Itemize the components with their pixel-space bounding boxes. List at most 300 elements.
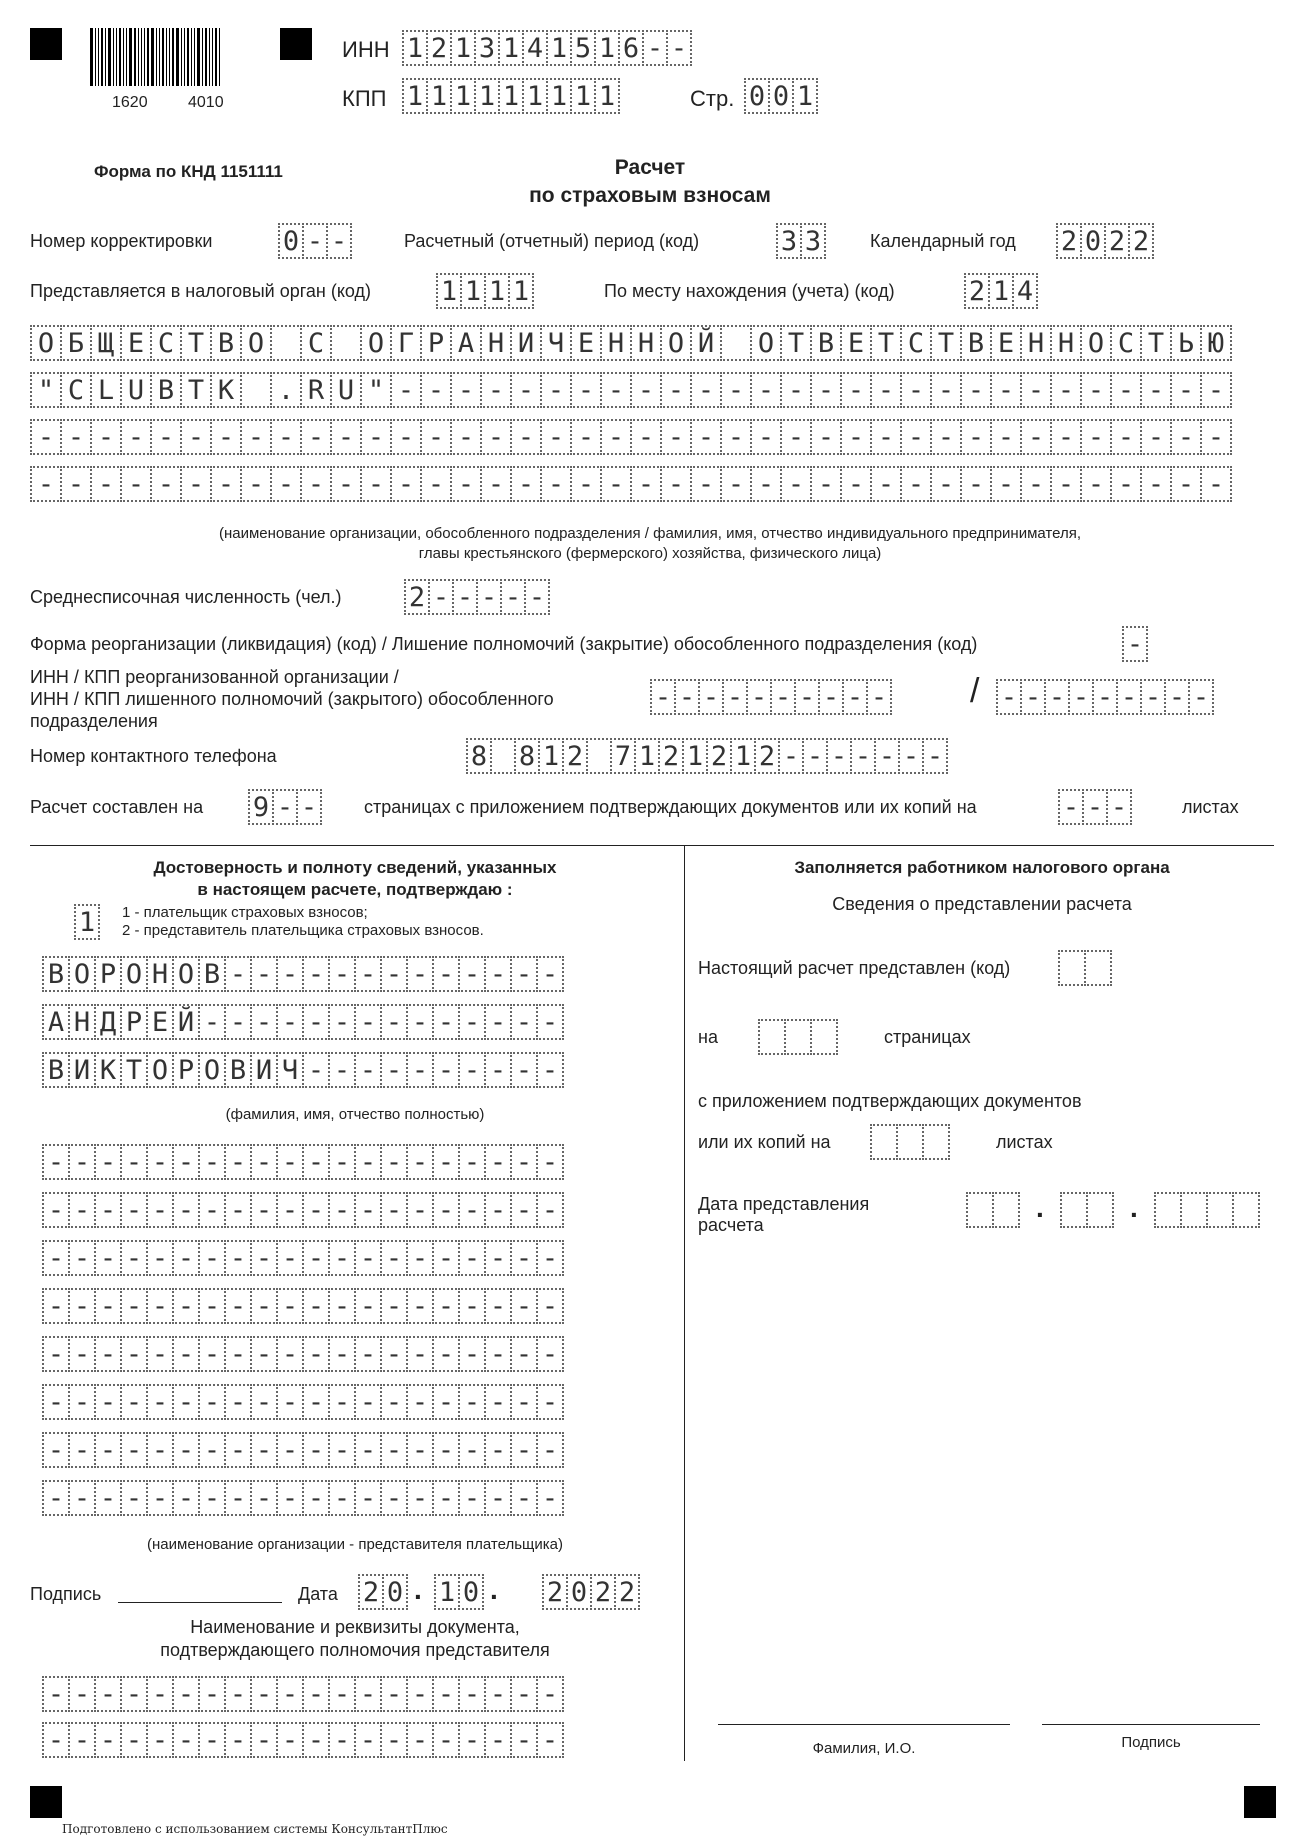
submitted-code-field[interactable] <box>1058 950 1110 986</box>
comb-cell: - <box>380 1004 408 1040</box>
comb-cell: - <box>990 419 1022 455</box>
phone-field[interactable] <box>466 738 946 774</box>
comb-cell: - <box>300 419 332 455</box>
rep-org-row[interactable] <box>42 1240 562 1276</box>
page-label: Стр. <box>690 86 735 111</box>
comb-cell: 0 <box>566 1574 592 1610</box>
comb-cell: - <box>210 466 242 502</box>
comb-cell: - <box>354 1676 382 1712</box>
comb-cell: - <box>1020 679 1046 715</box>
comb-cell: - <box>432 1432 460 1468</box>
comb-cell: 4 <box>1012 273 1038 309</box>
date-dot-2: . <box>490 1574 498 1605</box>
comb-cell: 2 <box>590 1574 616 1610</box>
comb-cell: - <box>94 1432 122 1468</box>
comb-cell: О <box>172 956 200 992</box>
comb-cell: - <box>380 1240 408 1276</box>
barcode-bar <box>176 28 179 86</box>
comb-cell: - <box>600 419 632 455</box>
comb-cell: - <box>1020 419 1052 455</box>
comb-cell: - <box>94 1240 122 1276</box>
comb-cell: О <box>120 956 148 992</box>
comb-cell: - <box>276 1722 304 1758</box>
comb-cell: С <box>900 325 932 361</box>
barcode-bar <box>215 28 217 86</box>
comb-cell: - <box>302 1480 330 1516</box>
comb-cell: - <box>510 1384 538 1420</box>
comb-cell: - <box>326 223 352 259</box>
comb-cell: - <box>922 738 948 774</box>
submission-date-label-2: расчета <box>698 1215 764 1235</box>
comb-cell: " <box>360 372 392 408</box>
comb-cell: - <box>354 1192 382 1228</box>
comb-cell: - <box>250 1144 278 1180</box>
comb-cell: - <box>224 1676 252 1712</box>
comb-cell: - <box>42 1144 70 1180</box>
comb-cell: - <box>198 1432 226 1468</box>
comb-cell: - <box>302 1144 330 1180</box>
rep-org-row[interactable] <box>42 1480 562 1516</box>
comb-cell <box>922 1124 950 1160</box>
comb-cell: - <box>180 466 212 502</box>
comb-cell: - <box>276 1384 304 1420</box>
comb-cell: - <box>458 1336 486 1372</box>
comb-cell: - <box>450 466 482 502</box>
org-name-row-4[interactable] <box>30 466 1230 502</box>
comb-cell: R <box>300 372 332 408</box>
comb-cell: - <box>276 1240 304 1276</box>
comb-cell: - <box>432 1144 460 1180</box>
rep-org-row[interactable] <box>42 1192 562 1228</box>
comb-cell: - <box>68 1288 96 1324</box>
comb-cell: 1 <box>508 273 534 309</box>
comb-cell: - <box>354 956 382 992</box>
comb-cell: - <box>1140 466 1172 502</box>
org-name-row-1[interactable] <box>30 325 1230 361</box>
comb-cell: - <box>94 1336 122 1372</box>
barcode-bar <box>134 28 136 86</box>
barcode-bar <box>219 28 220 86</box>
comb-cell: - <box>960 466 992 502</box>
comb-cell: - <box>1170 466 1202 502</box>
comb-cell: - <box>840 466 872 502</box>
comb-cell: - <box>536 1240 564 1276</box>
comb-cell: Е <box>120 325 152 361</box>
comb-cell: - <box>484 1676 512 1712</box>
comb-cell: - <box>540 466 572 502</box>
comb-cell: - <box>224 1384 252 1420</box>
comb-cell: - <box>354 1052 382 1088</box>
reorg-inn-label-2: ИНН / КПП лишенного полномочий (закрытого) обособленного <box>30 689 554 709</box>
comb-cell: - <box>870 419 902 455</box>
comb-cell: - <box>354 1004 382 1040</box>
comb-cell: - <box>750 372 782 408</box>
comb-cell: - <box>172 1480 200 1516</box>
barcode <box>90 28 222 86</box>
comb-cell: 1 <box>730 738 756 774</box>
comb-cell: - <box>380 1192 408 1228</box>
comb-cell: К <box>94 1052 122 1088</box>
fio-row-surname[interactable] <box>42 956 562 992</box>
comb-cell: - <box>172 1144 200 1180</box>
comb-cell: Й <box>690 325 722 361</box>
comb-cell: - <box>30 466 62 502</box>
comb-cell: - <box>510 1722 538 1758</box>
comb-cell: В <box>42 1052 70 1088</box>
comb-cell: 2 <box>1056 223 1082 259</box>
comb-cell: - <box>484 1336 512 1372</box>
comb-cell: - <box>406 1144 434 1180</box>
comb-cell: - <box>406 1004 434 1040</box>
submission-day-field[interactable] <box>966 1192 1018 1228</box>
comb-cell <box>784 1019 812 1055</box>
corner-marker-top-left <box>30 28 62 60</box>
headcount-field[interactable] <box>404 579 548 615</box>
comb-cell: - <box>150 466 182 502</box>
comb-cell: - <box>1080 419 1112 455</box>
reorg-form-field[interactable] <box>1122 626 1146 662</box>
kpp-label: КПП <box>342 86 387 111</box>
comb-cell: - <box>458 1192 486 1228</box>
comb-cell: - <box>172 1192 200 1228</box>
date-day-field[interactable] <box>358 1574 406 1610</box>
reorg-inn-field[interactable] <box>650 679 890 715</box>
barcode-bar <box>209 28 210 86</box>
barcode-bar <box>162 28 164 86</box>
org-name-row-2[interactable] <box>30 372 1230 408</box>
rep-org-row[interactable] <box>42 1384 562 1420</box>
comb-cell: - <box>250 1192 278 1228</box>
comb-cell: - <box>406 1288 434 1324</box>
comb-cell: - <box>930 419 962 455</box>
comb-cell: - <box>510 1336 538 1372</box>
barcode-bar <box>202 28 203 86</box>
comb-cell: Ч <box>540 325 572 361</box>
comb-cell: - <box>30 419 62 455</box>
kpp-field[interactable] <box>402 78 618 114</box>
comb-cell: - <box>510 1052 538 1088</box>
comb-cell: - <box>380 1432 408 1468</box>
comb-cell: - <box>666 30 692 66</box>
comb-cell: Й <box>172 1004 200 1040</box>
comb-cell: - <box>630 372 662 408</box>
comb-cell: 1 <box>434 1574 460 1610</box>
comb-cell: - <box>432 1676 460 1712</box>
comb-cell: - <box>458 1722 486 1758</box>
officer-fio-line[interactable] <box>718 1724 1010 1725</box>
barcode-bar <box>151 28 154 86</box>
comb-cell: 1 <box>498 30 524 66</box>
comb-cell: 1 <box>436 273 462 309</box>
comb-cell: О <box>1080 325 1112 361</box>
comb-cell: С <box>1110 325 1142 361</box>
comb-cell: - <box>720 466 752 502</box>
comb-cell: - <box>794 679 820 715</box>
comb-cell: - <box>250 1004 278 1040</box>
year-label: Календарный год <box>870 231 1016 251</box>
comb-cell <box>810 1019 838 1055</box>
comb-cell: - <box>722 679 748 715</box>
comb-cell: - <box>458 1480 486 1516</box>
comb-cell: . <box>270 372 302 408</box>
comb-cell: С <box>150 325 182 361</box>
comb-cell: - <box>570 372 602 408</box>
sheets-count-field[interactable] <box>1058 789 1130 825</box>
comb-cell: - <box>94 1144 122 1180</box>
comb-cell: - <box>270 466 302 502</box>
comb-cell: - <box>198 1676 226 1712</box>
comb-cell <box>1060 1192 1088 1228</box>
comb-cell: - <box>94 1192 122 1228</box>
signer-type-field[interactable] <box>74 904 98 940</box>
comb-cell: - <box>302 1432 330 1468</box>
comb-cell: - <box>536 1384 564 1420</box>
comb-cell: - <box>328 1052 356 1088</box>
comb-cell: Н <box>1050 325 1082 361</box>
comb-cell: - <box>198 1240 226 1276</box>
comb-cell: - <box>68 1240 96 1276</box>
submission-dot-2: . <box>1130 1192 1138 1223</box>
comb-cell: 1 <box>682 738 708 774</box>
date-year-field[interactable] <box>542 1574 638 1610</box>
comb-cell: - <box>406 956 434 992</box>
reorg-kpp-field[interactable] <box>996 679 1212 715</box>
comb-cell: - <box>818 679 844 715</box>
comb-cell: 0 <box>1080 223 1106 259</box>
authority-doc-row[interactable] <box>42 1722 562 1758</box>
comb-cell: - <box>146 1722 174 1758</box>
comb-cell: - <box>120 1240 148 1276</box>
comb-cell: - <box>328 1676 356 1712</box>
comb-cell: - <box>1058 789 1084 825</box>
comb-cell: - <box>1140 419 1172 455</box>
comb-cell: Т <box>1140 325 1172 361</box>
comb-cell: - <box>302 223 328 259</box>
comb-cell: 1 <box>498 78 524 114</box>
comb-cell: - <box>120 1192 148 1228</box>
comb-cell: - <box>328 1192 356 1228</box>
page-number-field[interactable] <box>744 78 816 114</box>
org-name-row-3[interactable] <box>30 419 1230 455</box>
comb-cell <box>1180 1192 1208 1228</box>
comb-cell: - <box>450 419 482 455</box>
comb-cell: 1 <box>546 78 572 114</box>
comb-cell: - <box>450 372 482 408</box>
comb-cell: - <box>360 419 392 455</box>
rep-org-row[interactable] <box>42 1432 562 1468</box>
comb-cell: - <box>802 738 828 774</box>
comb-cell: - <box>1200 466 1232 502</box>
comb-cell: - <box>720 419 752 455</box>
comb-cell: 1 <box>402 78 428 114</box>
comb-cell: - <box>570 419 602 455</box>
barcode-number-right: 4010 <box>188 94 224 111</box>
comb-cell: - <box>1188 679 1214 715</box>
comb-cell: - <box>510 1288 538 1324</box>
comb-cell: - <box>250 1432 278 1468</box>
phone-label: Номер контактного телефона <box>30 746 277 766</box>
comb-cell: - <box>276 956 304 992</box>
comb-cell: 1 <box>474 78 500 114</box>
comb-cell: - <box>930 372 962 408</box>
tax-sheets-field[interactable] <box>870 1124 948 1160</box>
comb-cell: - <box>328 1240 356 1276</box>
comb-cell: Е <box>990 325 1022 361</box>
tax-pages-field[interactable] <box>758 1019 836 1055</box>
comb-cell: - <box>390 372 422 408</box>
comb-cell: - <box>458 1240 486 1276</box>
barcode-bar <box>191 28 192 86</box>
comb-cell: 2 <box>542 1574 568 1610</box>
comb-cell: - <box>146 1336 174 1372</box>
sheets-label: листах <box>1182 797 1239 817</box>
comb-cell: - <box>458 1676 486 1712</box>
comb-cell: 2 <box>358 1574 384 1610</box>
comb-cell: - <box>780 372 812 408</box>
comb-cell: - <box>536 1722 564 1758</box>
comb-cell: - <box>1020 466 1052 502</box>
comb-cell: - <box>354 1336 382 1372</box>
comb-cell: 2 <box>404 579 430 615</box>
location-code-field[interactable] <box>964 273 1036 309</box>
comb-cell <box>992 1192 1020 1228</box>
comb-cell: 2 <box>964 273 990 309</box>
comb-cell: - <box>296 789 322 825</box>
comb-cell: - <box>536 1144 564 1180</box>
rep-org-row[interactable] <box>42 1144 562 1180</box>
submission-year-field[interactable] <box>1154 1192 1258 1228</box>
comb-cell: Т <box>870 325 902 361</box>
comb-cell: - <box>380 1676 408 1712</box>
comb-cell: - <box>250 956 278 992</box>
comb-cell: Т <box>120 1052 148 1088</box>
fio-row-name[interactable] <box>42 1004 562 1040</box>
comb-cell: 7 <box>610 738 636 774</box>
comb-cell: 1 <box>538 738 564 774</box>
fio-row-patronymic[interactable] <box>42 1052 562 1088</box>
comb-cell: - <box>198 1384 226 1420</box>
comb-cell: - <box>68 1192 96 1228</box>
comb-cell: - <box>300 466 332 502</box>
comb-cell: - <box>840 372 872 408</box>
comb-cell: 3 <box>800 223 826 259</box>
comb-cell: - <box>898 738 924 774</box>
comb-cell: - <box>172 1288 200 1324</box>
comb-cell: - <box>990 466 1022 502</box>
comb-cell: - <box>276 1192 304 1228</box>
comb-cell: - <box>428 579 454 615</box>
comb-cell: - <box>420 466 452 502</box>
period-code-field[interactable] <box>776 223 824 259</box>
comb-cell: - <box>198 1288 226 1324</box>
comb-cell: 1 <box>522 78 548 114</box>
corner-marker-bottom-right <box>1244 1786 1276 1818</box>
comb-cell: - <box>198 1144 226 1180</box>
comb-cell: - <box>198 1004 226 1040</box>
comb-cell: - <box>224 1722 252 1758</box>
comb-cell <box>270 325 302 361</box>
comb-cell: 0 <box>768 78 794 114</box>
comb-cell: - <box>690 372 722 408</box>
comb-cell: - <box>42 1480 70 1516</box>
comb-cell: - <box>250 1480 278 1516</box>
comb-cell: 1 <box>570 78 596 114</box>
comb-cell: - <box>780 466 812 502</box>
comb-cell: - <box>458 1052 486 1088</box>
rep-org-row[interactable] <box>42 1336 562 1372</box>
comb-cell: 3 <box>474 30 500 66</box>
calendar-year-field[interactable] <box>1056 223 1152 259</box>
comb-cell: Ч <box>276 1052 304 1088</box>
corner-marker-bottom-left <box>30 1786 62 1818</box>
on-label: на <box>698 1027 718 1047</box>
comb-cell: 1 <box>594 30 620 66</box>
comb-cell: О <box>30 325 62 361</box>
comb-cell: - <box>406 1722 434 1758</box>
comb-cell: - <box>660 419 692 455</box>
comb-cell: - <box>94 1676 122 1712</box>
correction-number-field[interactable] <box>278 223 350 259</box>
comb-cell: 1 <box>594 78 620 114</box>
comb-cell: - <box>990 372 1022 408</box>
comb-cell: 1 <box>546 30 572 66</box>
comb-cell: - <box>484 1004 512 1040</box>
comb-cell: Н <box>1020 325 1052 361</box>
comb-cell: 8 <box>514 738 540 774</box>
comb-cell: О <box>360 325 392 361</box>
barcode-bar <box>184 28 185 86</box>
comb-cell: Р <box>94 956 122 992</box>
tax-org-code-field[interactable] <box>436 273 532 309</box>
barcode-bar <box>126 28 127 86</box>
date-month-field[interactable] <box>434 1574 482 1610</box>
submission-month-field[interactable] <box>1060 1192 1112 1228</box>
comb-cell: В <box>960 325 992 361</box>
pages-count-field[interactable] <box>248 789 320 825</box>
comb-cell: 0 <box>458 1574 484 1610</box>
comb-cell: - <box>354 1384 382 1420</box>
comb-cell: - <box>302 1192 330 1228</box>
comb-cell: - <box>330 466 362 502</box>
comb-cell: - <box>224 1144 252 1180</box>
comb-cell: 8 <box>466 738 492 774</box>
comb-cell: - <box>150 419 182 455</box>
attach-label: с приложением подтверждающих документов <box>698 1091 1082 1111</box>
comb-cell: - <box>510 1192 538 1228</box>
comb-cell: - <box>68 1676 96 1712</box>
comb-cell: - <box>510 1432 538 1468</box>
comb-cell: 1 <box>460 273 486 309</box>
comb-cell: 1 <box>792 78 818 114</box>
comb-cell <box>896 1124 924 1160</box>
authority-doc-row[interactable] <box>42 1676 562 1712</box>
inn-field[interactable] <box>402 30 690 66</box>
correction-label: Номер корректировки <box>30 231 213 251</box>
comb-cell: - <box>420 419 452 455</box>
comb-cell: - <box>484 1384 512 1420</box>
comb-cell: 4 <box>522 30 548 66</box>
signature-line[interactable] <box>118 1602 282 1603</box>
rep-org-row[interactable] <box>42 1288 562 1324</box>
comb-cell: С <box>300 325 332 361</box>
comb-cell: - <box>536 1004 564 1040</box>
comb-cell: - <box>390 419 422 455</box>
comb-cell: - <box>536 1052 564 1088</box>
comb-cell: - <box>276 1288 304 1324</box>
officer-signature-line[interactable] <box>1042 1724 1260 1725</box>
comb-cell: - <box>330 419 362 455</box>
comb-cell: - <box>432 1480 460 1516</box>
